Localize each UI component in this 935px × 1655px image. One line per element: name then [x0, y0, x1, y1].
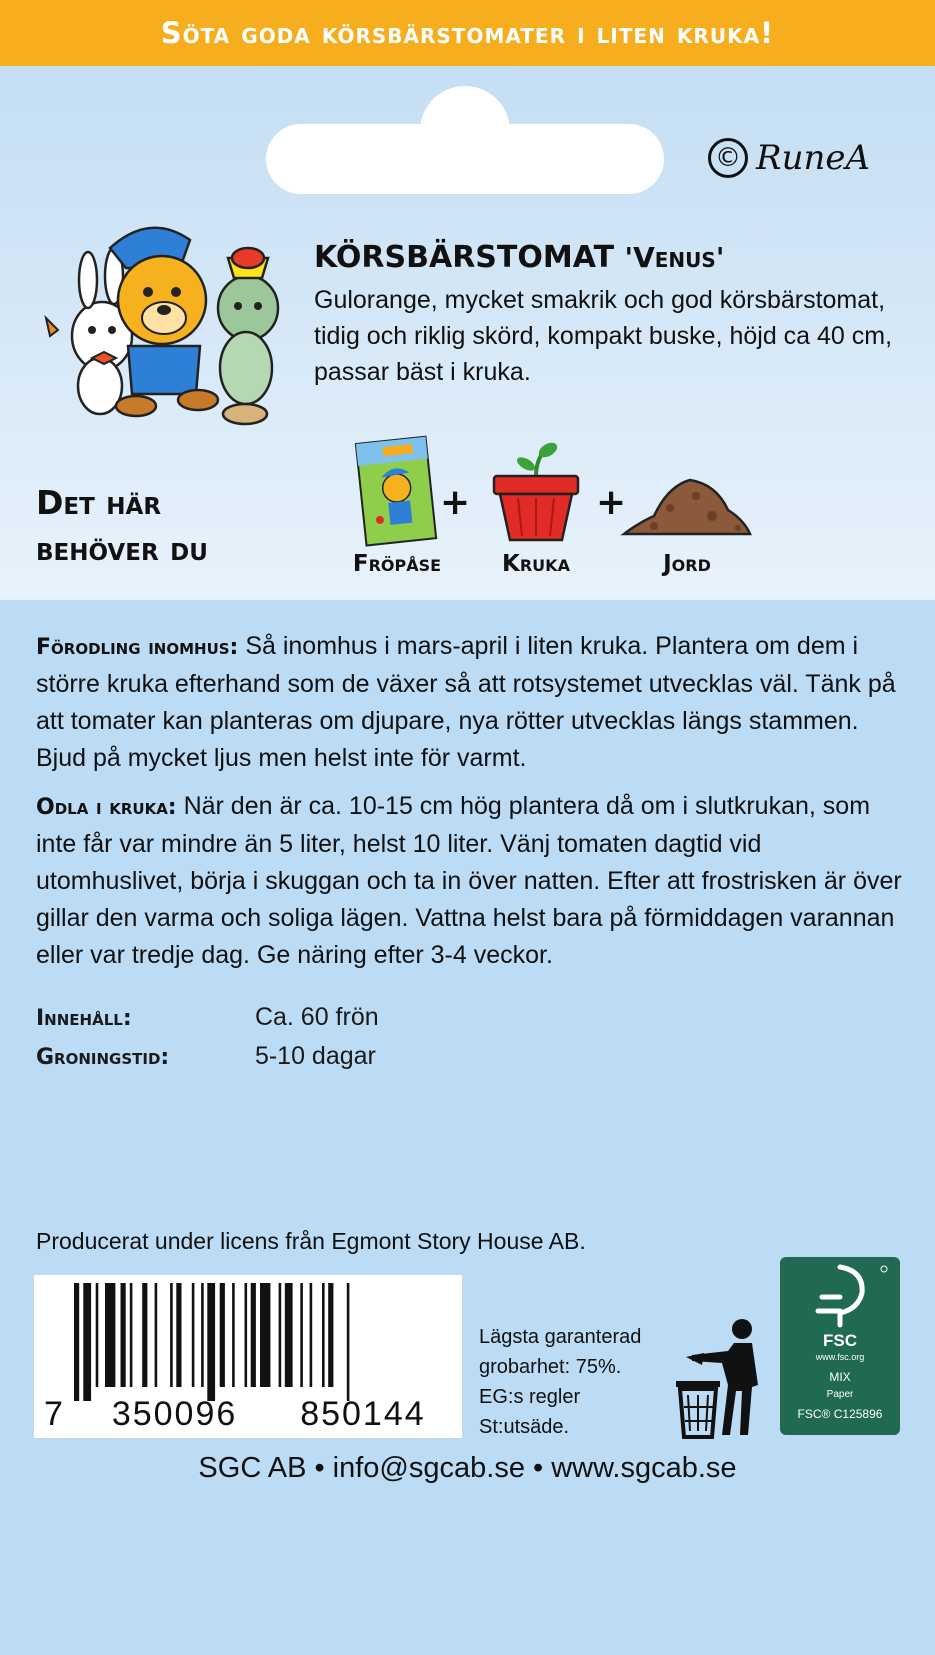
- fsc-tree-icon: [780, 1257, 900, 1331]
- product-name: KÖRSBÄRSTOMAT: [314, 240, 615, 275]
- needs-heading-line2: behöver du: [36, 529, 208, 568]
- info-germination-label: Groningstid:: [36, 1045, 170, 1070]
- product-title: [314, 240, 724, 275]
- barcode-digits: [44, 1395, 426, 1434]
- section-heading-indoor: Förodling inomhus:: [36, 635, 239, 660]
- info-content-row: [36, 998, 379, 1038]
- barcode-group-left: 350096: [111, 1395, 238, 1433]
- barcode-bar: [285, 1283, 293, 1387]
- barcode-bar: [300, 1283, 303, 1387]
- fsc-code: FSC® C125896: [797, 1407, 883, 1421]
- barcode-bar: [279, 1283, 282, 1387]
- section-heading-pot: Odla i kruka:: [36, 795, 177, 820]
- seed-packet-icon: [351, 432, 442, 550]
- fsc-logo: [780, 1257, 900, 1435]
- info-germination-row: [36, 1037, 376, 1077]
- barcode-bar: [322, 1283, 325, 1387]
- fsc-url: www.fsc.org: [815, 1352, 865, 1362]
- need-label-soil: Jord: [663, 551, 711, 577]
- company-footer: SGC AB • info@sgcab.se • www.sgcab.se: [198, 1452, 737, 1484]
- barcode-bar: [142, 1283, 147, 1387]
- artist-signature: RuneA: [756, 138, 871, 178]
- barcode-bar: [170, 1283, 173, 1387]
- section-text-pot: När den är ca. 10-15 cm hög plantera då om i slutkrukan, som inte får var mindre än 5 liter, helst 10 liter. Vänj tomaten dagtid vid utomhuslivet, börja i skuggan och ta in över natten. Efter att frostrisken är över gillar den varma och soliga lägen. Vattna helst bara på förmiddagen varannan eller var tredje dag. Ge näring efter 3-4 veckor.: [36, 792, 902, 969]
- need-pot: [486, 436, 586, 577]
- bear-character: [110, 228, 218, 416]
- plus-sign-2: +: [596, 482, 627, 523]
- barcode: [34, 1275, 462, 1438]
- barcode-bar: [201, 1283, 204, 1387]
- barcode-bar: [232, 1283, 235, 1387]
- product-description: Gulorange, mycket smakrik och god körsbärstomat, tidig och riklig skörd, kompakt buske, höjd ca 40 cm, passar bäst i kruka.: [314, 286, 893, 386]
- info-content-label: Innehåll:: [36, 1006, 132, 1031]
- fsc-name: FSC: [823, 1331, 857, 1350]
- recycle-bin-icon: [672, 1315, 772, 1441]
- cartoon-characters-illustration: [40, 218, 300, 428]
- fsc-paper: Paper: [826, 1389, 854, 1400]
- hang-hole: [266, 124, 664, 194]
- info-germination-value: 5-10 dagar: [254, 1042, 376, 1070]
- need-label-pot: Kruka: [502, 551, 570, 577]
- barcode-bar: [260, 1283, 270, 1387]
- info-content-value: Ca. 60 frön: [254, 1003, 379, 1031]
- license-text: Producerat under licens från Egmont Story House AB.: [36, 1228, 586, 1254]
- rabbit-character: [46, 248, 132, 414]
- barcode-bar: [251, 1283, 256, 1387]
- germination-line3: EG:s regler: [479, 1386, 581, 1408]
- section-pot-growing: [36, 788, 911, 974]
- germination-line1: Lägsta garanterad: [479, 1326, 642, 1348]
- barcode-bar: [96, 1283, 99, 1387]
- barcode-bar: [347, 1283, 350, 1401]
- section-text-indoor: Så inomhus i mars-april i liten kruka. Plantera om dem i större kruka efterhand som de växer så att rotsystemet utvecklas väl. Tänk på att tomater kan planteras om djupare, nya rötter utvecklas längs stammen. Bjud på mycket ljus men helst inte för varmt.: [36, 632, 896, 772]
- top-banner: [0, 0, 935, 66]
- turtle-character: [218, 248, 278, 424]
- barcode-bar: [328, 1283, 333, 1387]
- banner-text: Söta goda körsbärstomater i liten kruka!: [160, 16, 775, 50]
- germination-line4: St:utsäde.: [479, 1416, 570, 1438]
- copyright-icon: ©: [708, 138, 748, 178]
- need-label-seed-packet: Fröpåse: [352, 551, 442, 577]
- barcode-bar: [74, 1283, 79, 1401]
- need-soil: [620, 466, 754, 577]
- flower-pot-icon: [488, 436, 584, 546]
- germination-guarantee: [479, 1322, 641, 1442]
- needs-heading-line1: Det här: [36, 483, 162, 522]
- copyright-mark: [708, 134, 870, 182]
- barcode-group-right: 850144: [300, 1395, 426, 1433]
- needs-heading: [36, 480, 326, 572]
- plus-sign-1: +: [440, 482, 471, 523]
- product-variety: 'Venus': [624, 241, 725, 274]
- germination-line2: grobarhet: 75%.: [479, 1356, 622, 1378]
- barcode-bar: [155, 1283, 158, 1387]
- barcode-bar: [105, 1283, 115, 1387]
- soil-pile-icon: [620, 466, 754, 546]
- barcode-bar: [310, 1283, 313, 1387]
- barcode-bar: [220, 1283, 225, 1387]
- barcode-bar: [245, 1283, 248, 1387]
- barcode-bar: [207, 1283, 215, 1401]
- barcode-bar: [192, 1283, 195, 1387]
- barcode-digit-first: 7: [44, 1395, 65, 1433]
- barcode-bar: [83, 1283, 91, 1401]
- section-indoor-sowing: [36, 628, 911, 777]
- barcode-bar: [130, 1283, 133, 1387]
- fsc-mix: MIX: [829, 1370, 851, 1384]
- barcode-bar: [176, 1283, 181, 1387]
- barcode-bar: [121, 1283, 126, 1387]
